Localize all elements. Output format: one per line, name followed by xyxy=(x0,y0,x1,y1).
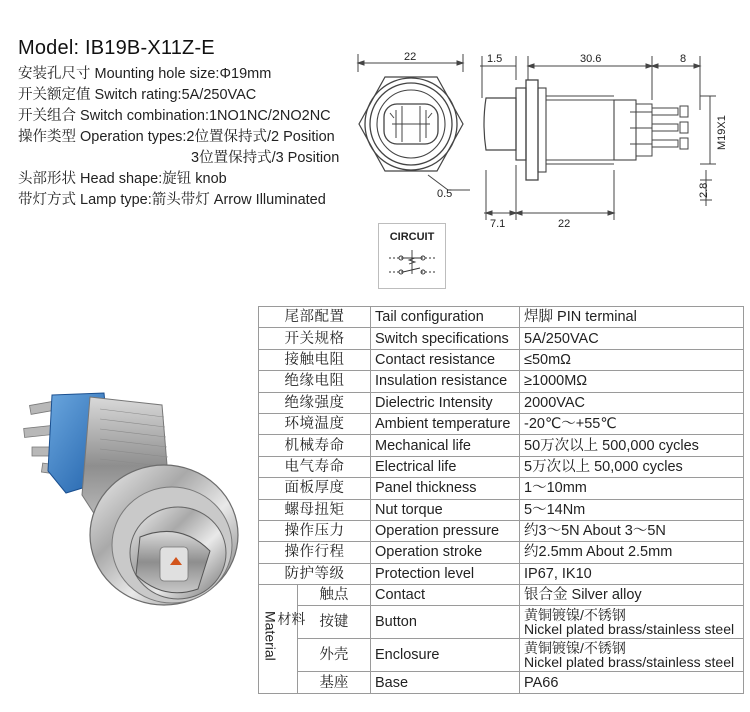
row-label-zh: 绝缘强度 xyxy=(259,392,371,413)
material-value-zh: 黄铜镀镍/不锈钢 xyxy=(524,640,626,657)
table-row xyxy=(259,520,744,541)
row-label-en: Protection level xyxy=(371,563,520,584)
table-row xyxy=(259,639,744,672)
circuit-label: CIRCUIT xyxy=(389,231,435,243)
material-value-zh: 黄铜镀镍/不锈钢 xyxy=(524,607,626,624)
material-row-label-zh: 外壳 xyxy=(297,639,370,672)
row-label-en: Nut torque xyxy=(371,499,520,520)
material-label-en: Material xyxy=(262,611,279,661)
dim-side-flange: 1.5 xyxy=(487,53,503,65)
dim-side-body: 30.6 xyxy=(580,53,602,65)
dim-front-gap: 0.5 xyxy=(437,188,453,200)
table-row xyxy=(259,392,744,413)
row-label-zh: 电气寿命 xyxy=(259,456,371,477)
table-row xyxy=(259,563,744,584)
row-label-en: Operation stroke xyxy=(371,542,520,563)
row-label-zh: 面板厚度 xyxy=(259,478,371,499)
table-row xyxy=(259,499,744,520)
row-label-zh: 开关规格 xyxy=(259,328,371,349)
circuit-symbol xyxy=(379,224,445,288)
table-row xyxy=(259,371,744,392)
spec-operation: 操作类型 Operation types:2位置保持式/2 Position xyxy=(18,129,335,145)
material-row-label-zh: 基座 xyxy=(297,672,370,693)
row-label-zh: 尾部配置 xyxy=(259,307,371,328)
material-row-label-en: Contact xyxy=(371,585,520,606)
spec-rating: 开关额定值 Switch rating:5A/250VAC xyxy=(18,87,257,103)
row-value: ≤50mΩ xyxy=(520,349,744,370)
spec-mounting: 安装孔尺寸 Mounting hole size:Φ19mm xyxy=(18,66,272,82)
dim-front-width: 22 xyxy=(404,51,417,63)
dim-side-thread: M19X1 xyxy=(716,115,728,150)
dim-side-head: 7.1 xyxy=(490,218,506,230)
technical-drawing xyxy=(0,0,750,300)
row-value: 5万次以上 50,000 cycles xyxy=(520,456,744,477)
circuit-diagram xyxy=(378,223,446,289)
row-value: ≥1000MΩ xyxy=(520,371,744,392)
spec-lamp: 带灯方式 Lamp type:箭头带灯 Arrow Illuminated xyxy=(18,192,326,208)
row-label-zh: 操作压力 xyxy=(259,520,371,541)
material-row-label-en: Button xyxy=(371,606,520,639)
product-photo xyxy=(12,375,257,650)
material-row-label-zh: 按键 xyxy=(297,606,370,639)
row-label-zh: 机械寿命 xyxy=(259,435,371,456)
table-row xyxy=(259,456,744,477)
table-row xyxy=(259,478,744,499)
table-row xyxy=(259,542,744,563)
row-value: -20℃～+55℃ xyxy=(520,413,744,434)
row-value: 2000VAC xyxy=(520,392,744,413)
table-row xyxy=(259,328,744,349)
spec-operation-2: 3位置保持式/3 Position xyxy=(191,150,340,166)
table-row xyxy=(259,413,744,434)
row-label-zh: 环境温度 xyxy=(259,413,371,434)
table-row xyxy=(259,606,744,639)
row-label-en: Switch specifications xyxy=(371,328,520,349)
model-title: Model: IB19B-X11Z-E xyxy=(18,37,215,59)
table-row xyxy=(259,672,744,693)
material-value-en: Nickel plated brass/stainless steel xyxy=(524,621,735,638)
table-row xyxy=(259,307,744,328)
row-value: 1～10mm xyxy=(520,478,744,499)
row-value: 5～14Nm xyxy=(520,499,744,520)
row-label-en: Panel thickness xyxy=(371,478,520,499)
material-row-label-en: Enclosure xyxy=(371,639,520,672)
row-value: IP67, IK10 xyxy=(520,563,744,584)
row-label-en: Tail configuration xyxy=(371,307,520,328)
dim-side-terminal: 8 xyxy=(680,53,687,65)
material-row-value xyxy=(520,606,744,639)
material-row-value xyxy=(520,639,744,672)
row-value: 5A/250VAC xyxy=(520,328,744,349)
row-value: 50万次以上 500,000 cycles xyxy=(520,435,744,456)
table-row xyxy=(259,349,744,370)
row-label-en: Operation pressure xyxy=(371,520,520,541)
dim-side-length: 22 xyxy=(558,218,571,230)
row-label-zh: 操作行程 xyxy=(259,542,371,563)
table-row xyxy=(259,585,744,606)
material-group-label xyxy=(259,585,306,694)
row-label-zh: 螺母扭矩 xyxy=(259,499,371,520)
spec-combination: 开关组合 Switch combination:1NO1NC/2NO2NC xyxy=(18,108,331,124)
row-label-zh: 接触电阻 xyxy=(259,349,371,370)
row-label-zh: 绝缘电阻 xyxy=(259,371,371,392)
material-value-en: Nickel plated brass/stainless steel xyxy=(524,654,735,671)
row-value: 约2.5mm About 2.5mm xyxy=(520,542,744,563)
table-row xyxy=(259,435,744,456)
material-row-label-en: Base xyxy=(371,672,520,693)
spec-table xyxy=(258,306,744,694)
row-label-en: Ambient temperature xyxy=(371,413,520,434)
row-value: 焊脚 PIN terminal xyxy=(520,307,744,328)
row-label-en: Insulation resistance xyxy=(371,371,520,392)
spec-head: 头部形状 Head shape:旋钮 knob xyxy=(18,171,227,187)
material-label-zh: 材料 xyxy=(277,611,306,628)
row-label-en: Dielectric Intensity xyxy=(371,392,520,413)
row-value: 约3～5N About 3～5N xyxy=(520,520,744,541)
row-label-en: Contact resistance xyxy=(371,349,520,370)
dim-side-bottom: 2.8 xyxy=(698,182,710,198)
row-label-en: Electrical life xyxy=(371,456,520,477)
row-label-zh: 防护等级 xyxy=(259,563,371,584)
material-row-label-zh: 触点 xyxy=(297,585,370,606)
row-label-en: Mechanical life xyxy=(371,435,520,456)
material-row-value: 银合金 Silver alloy xyxy=(520,585,744,606)
material-row-value: PA66 xyxy=(520,672,744,693)
